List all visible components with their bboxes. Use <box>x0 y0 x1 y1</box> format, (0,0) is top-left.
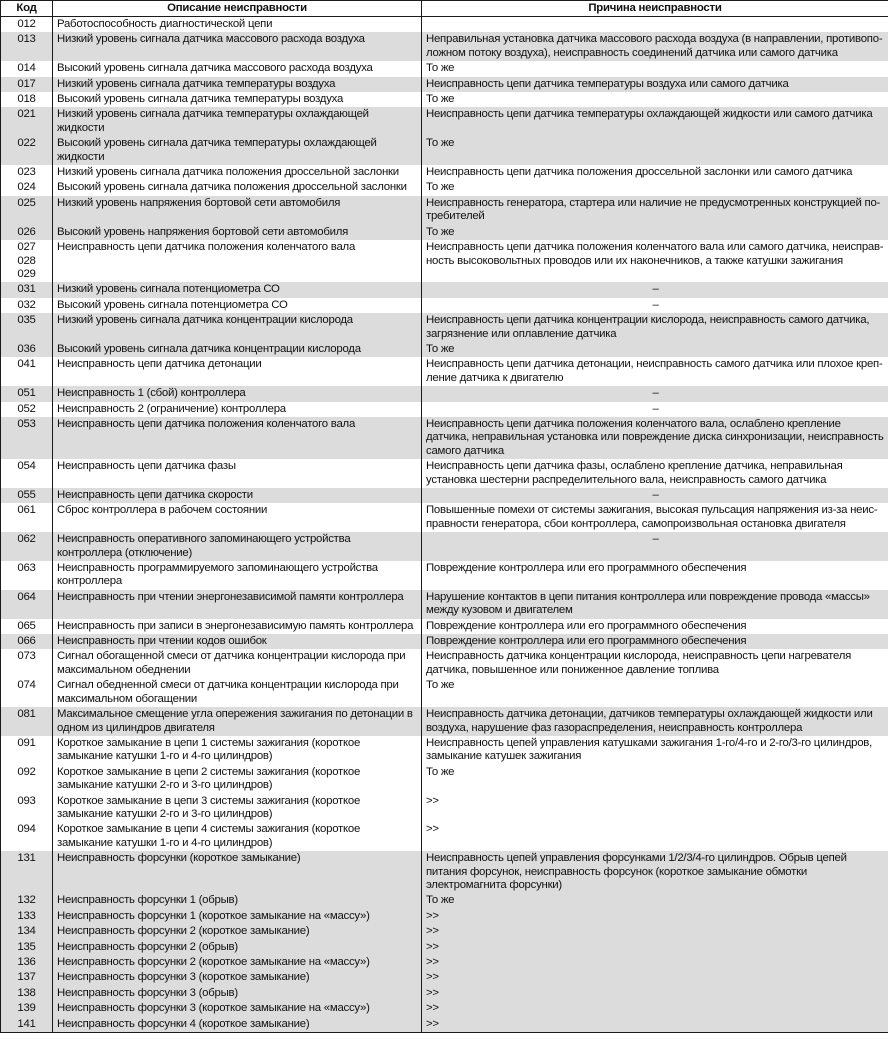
fault-cause: >> <box>422 1001 888 1016</box>
table-row <box>1 955 888 970</box>
fault-cause: То же <box>422 893 888 908</box>
fault-code: 092 <box>1 765 53 794</box>
fault-description: Низкий уровень напряжения бортовой сети автомобиля <box>53 196 422 225</box>
table-row <box>1 298 888 313</box>
fault-description: Высокий уровень сигнала датчика концентрации кислорода <box>53 342 422 357</box>
table-row <box>1 240 888 282</box>
fault-description: Низкий уровень сигнала датчика положения дроссельной заслонки <box>53 165 422 180</box>
fault-cause: – <box>422 386 888 401</box>
fault-cause: Неисправность цепи датчика положения коленчатого вала или самого датчика, неисправность высоковольтных проводов или их наконечников, а также катушки зажигания <box>422 240 888 282</box>
fault-description: Неисправность форсунки 4 (короткое замыкание) <box>53 1017 422 1033</box>
fault-cause: >> <box>422 940 888 955</box>
fault-cause: Неисправность датчика концентрации кислорода, неисправность цепи нагревателя датчика, повышенное или пониженное давление топлива <box>422 649 888 678</box>
table-row <box>1 488 888 503</box>
fault-description: Сброс контроллера в рабочем состоянии <box>53 503 422 532</box>
fault-description: Неисправность форсунки 1 (короткое замыкание на «массу») <box>53 909 422 924</box>
table-row <box>1 342 888 357</box>
header-cause: Причина неисправности <box>422 1 888 17</box>
fault-cause: – <box>422 402 888 417</box>
fault-code: 036 <box>1 342 53 357</box>
fault-description: Высокий уровень сигнала датчика массового расхода воздуха <box>53 61 422 76</box>
fault-cause: То же <box>422 225 888 240</box>
fault-cause: >> <box>422 924 888 939</box>
fault-description: Высокий уровень сигнала датчика температуры охлаждающей жидкости <box>53 136 422 165</box>
table-row <box>1 893 888 908</box>
table-row <box>1 357 888 386</box>
fault-code: 054 <box>1 459 53 488</box>
table-row <box>1 503 888 532</box>
fault-cause: Нарушение контактов в цепи питания контроллера или повреждение провода «массы» между кузовом и двигателем <box>422 590 888 619</box>
fault-cause: Повреждение контроллера или его программного обеспечения <box>422 561 888 590</box>
table-row <box>1 924 888 939</box>
fault-cause: – <box>422 282 888 297</box>
fault-code: 132 <box>1 893 53 908</box>
table-row <box>1 17 888 33</box>
fault-description: Неисправность форсунки 3 (короткое замыкание на «массу») <box>53 1001 422 1016</box>
fault-code: 137 <box>1 970 53 985</box>
table-row <box>1 1017 888 1033</box>
fault-description: Высокий уровень сигнала датчика температуры воздуха <box>53 92 422 107</box>
fault-description: Сигнал обедненной смеси от датчика концентрации кислорода при максимальном обогащении <box>53 678 422 707</box>
fault-description: Неисправность при чтении энергонезависимой памяти контроллера <box>53 590 422 619</box>
fault-cause: >> <box>422 794 888 823</box>
fault-description: Сигнал обогащенной смеси от датчика концентрации кислорода при максимальном обеднении <box>53 649 422 678</box>
fault-cause: >> <box>422 1017 888 1033</box>
fault-code: 012 <box>1 17 53 33</box>
fault-description: Неисправность при чтении кодов ошибок <box>53 634 422 649</box>
fault-code: 139 <box>1 1001 53 1016</box>
fault-code: 031 <box>1 282 53 297</box>
fault-description: Неисправность цепи датчика фазы <box>53 459 422 488</box>
table-row <box>1 634 888 649</box>
fault-code: 063 <box>1 561 53 590</box>
fault-description: Неисправность 2 (ограничение) контроллера <box>53 402 422 417</box>
fault-cause: >> <box>422 909 888 924</box>
table-row <box>1 561 888 590</box>
table-row <box>1 1001 888 1016</box>
fault-cause: Неисправность цепи датчика концентрации кислорода, неисправность самого датчика, загрязнение или оплавление датчика <box>422 313 888 342</box>
table-row <box>1 909 888 924</box>
fault-code: 133 <box>1 909 53 924</box>
fault-code: 052 <box>1 402 53 417</box>
table-row <box>1 822 888 851</box>
fault-code: 018 <box>1 92 53 107</box>
fault-code: 074 <box>1 678 53 707</box>
table-row <box>1 678 888 707</box>
fault-description: Неисправность форсунки (короткое замыкание) <box>53 851 422 893</box>
table-row <box>1 180 888 195</box>
table-row <box>1 77 888 92</box>
fault-description: Неисправность цепи датчика положения коленчатого вала <box>53 240 422 282</box>
table-row <box>1 765 888 794</box>
table-row <box>1 417 888 459</box>
table-row <box>1 794 888 823</box>
fault-code: 032 <box>1 298 53 313</box>
table-row <box>1 136 888 165</box>
table-row <box>1 619 888 634</box>
header-row <box>1 1 888 17</box>
fault-code: 023 <box>1 165 53 180</box>
fault-cause: Неисправность цепи датчика положения дроссельной заслонки или самого датчика <box>422 165 888 180</box>
fault-description: Короткое замыкание в цепи 4 системы зажигания (короткое замыкание катушки 1-го и 4-го цилиндров) <box>53 822 422 851</box>
fault-description: Неисправность оперативного запоминающего устройства контроллера (отключение) <box>53 532 422 561</box>
fault-code: 051 <box>1 386 53 401</box>
fault-description: Неисправность программируемого запоминающего устройства контроллера <box>53 561 422 590</box>
table-row <box>1 32 888 61</box>
fault-code: 138 <box>1 986 53 1001</box>
fault-code: 021 <box>1 107 53 136</box>
fault-code: 041 <box>1 357 53 386</box>
fault-cause: Неисправность цепи датчика детонации, неисправность самого датчика или плохое крепление датчика к двигателю <box>422 357 888 386</box>
fault-cause: Неисправность цепей управления катушками зажигания 1-го/4-го и 2-го/3-го цилиндров, замыкание катушек зажигания <box>422 736 888 765</box>
fault-code: 027 028 029 <box>1 240 53 282</box>
fault-cause: То же <box>422 61 888 76</box>
fault-cause: То же <box>422 678 888 707</box>
fault-description: Неисправность цепи датчика детонации <box>53 357 422 386</box>
fault-cause: >> <box>422 970 888 985</box>
fault-cause: То же <box>422 765 888 794</box>
fault-cause: Неисправность генератора, стартера или наличие не предусмотренных конструкцией потребителей <box>422 196 888 225</box>
fault-code: 017 <box>1 77 53 92</box>
fault-cause: Неисправность цепи датчика температуры охлаждающей жидкости или самого датчика <box>422 107 888 136</box>
fault-code: 141 <box>1 1017 53 1033</box>
fault-code: 026 <box>1 225 53 240</box>
fault-description: Короткое замыкание в цепи 2 системы зажигания (короткое замыкание катушки 2-го и 3-го цилиндров) <box>53 765 422 794</box>
fault-description: Неисправность цепи датчика положения коленчатого вала <box>53 417 422 459</box>
fault-code: 055 <box>1 488 53 503</box>
fault-code: 091 <box>1 736 53 765</box>
table-row <box>1 590 888 619</box>
table-row <box>1 970 888 985</box>
fault-code: 025 <box>1 196 53 225</box>
fault-code: 135 <box>1 940 53 955</box>
fault-cause: Неисправность цепи датчика фазы, ослаблено крепление датчика, неправильная установка шестерни распределительного вала, неисправность самого датчика <box>422 459 888 488</box>
fault-description: Неисправность форсунки 1 (обрыв) <box>53 893 422 908</box>
fault-description: Низкий уровень сигнала потенциометра СО <box>53 282 422 297</box>
fault-cause: Неисправность цепей управления форсунками 1/2/3/4-го цилиндров. Обрыв цепей питания форсунок, неисправность форсунок (короткое замыкание обмотки электромагнита форсунки) <box>422 851 888 893</box>
fault-cause: То же <box>422 92 888 107</box>
fault-cause: Неисправность цепи датчика температуры воздуха или самого датчика <box>422 77 888 92</box>
fault-cause: То же <box>422 136 888 165</box>
fault-cause: >> <box>422 822 888 851</box>
fault-code: 136 <box>1 955 53 970</box>
fault-description: Неисправность форсунки 3 (короткое замыкание) <box>53 970 422 985</box>
fault-code: 064 <box>1 590 53 619</box>
table-row <box>1 986 888 1001</box>
fault-description: Короткое замыкание в цепи 3 системы зажигания (короткое замыкание катушки 2-го и 3-го цилиндров) <box>53 794 422 823</box>
fault-description: Работоспособность диагностической цепи <box>53 17 422 33</box>
fault-code: 073 <box>1 649 53 678</box>
table-row <box>1 313 888 342</box>
fault-cause: Неисправность цепи датчика положения коленчатого вала, ослаблено крепление датчика, неправильная установка или повреждение диска синхронизации, неисправность самого датчика <box>422 417 888 459</box>
table-row <box>1 282 888 297</box>
fault-code: 024 <box>1 180 53 195</box>
fault-description: Максимальное смещение угла опережения зажигания по детонации в одном из цилиндров двигателя <box>53 707 422 736</box>
fault-code: 081 <box>1 707 53 736</box>
fault-cause: – <box>422 532 888 561</box>
fault-cause: Повреждение контроллера или его программного обеспечения <box>422 634 888 649</box>
fault-description: Высокий уровень сигнала датчика положения дроссельной заслонки <box>53 180 422 195</box>
fault-code: 062 <box>1 532 53 561</box>
table-row <box>1 196 888 225</box>
table-row <box>1 459 888 488</box>
fault-code: 093 <box>1 794 53 823</box>
fault-cause: Повышенные помехи от системы зажигания, высокая пульсация напряжения из-за неисправности генератора, сбои контроллера, самопроизвольная остановка двигателя <box>422 503 888 532</box>
fault-cause: То же <box>422 180 888 195</box>
fault-code: 014 <box>1 61 53 76</box>
table-row <box>1 402 888 417</box>
header-description: Описание неисправности <box>53 1 422 17</box>
fault-description: Низкий уровень сигнала датчика концентрации кислорода <box>53 313 422 342</box>
fault-description: Низкий уровень сигнала датчика температуры воздуха <box>53 77 422 92</box>
fault-description: Неисправность 1 (сбой) контроллера <box>53 386 422 401</box>
table-body <box>1 17 888 1033</box>
fault-cause <box>422 17 888 33</box>
fault-cause: >> <box>422 986 888 1001</box>
fault-description: Низкий уровень сигнала датчика температуры охлаждающей жидкости <box>53 107 422 136</box>
fault-description: Высокий уровень сигнала потенциометра СО <box>53 298 422 313</box>
table-row <box>1 736 888 765</box>
fault-code: 065 <box>1 619 53 634</box>
table-row <box>1 940 888 955</box>
fault-cause: >> <box>422 955 888 970</box>
fault-cause: – <box>422 298 888 313</box>
fault-code: 134 <box>1 924 53 939</box>
fault-description: Неисправность форсунки 2 (короткое замыкание на «массу») <box>53 955 422 970</box>
table-row <box>1 165 888 180</box>
table-row <box>1 851 888 893</box>
fault-code: 053 <box>1 417 53 459</box>
fault-cause: Повреждение контроллера или его программного обеспечения <box>422 619 888 634</box>
fault-code: 061 <box>1 503 53 532</box>
fault-description: Низкий уровень сигнала датчика массового расхода воздуха <box>53 32 422 61</box>
fault-code: 013 <box>1 32 53 61</box>
table-row <box>1 61 888 76</box>
fault-code: 022 <box>1 136 53 165</box>
fault-cause: Неисправность датчика детонации, датчиков температуры охлаждающей жидкости или воздуха, нарушение фаз газораспределения, неисправность контроллера <box>422 707 888 736</box>
fault-description: Неисправность форсунки 3 (обрыв) <box>53 986 422 1001</box>
fault-cause: То же <box>422 342 888 357</box>
fault-code: 131 <box>1 851 53 893</box>
fault-description: Неисправность форсунки 2 (короткое замыкание) <box>53 924 422 939</box>
table-row <box>1 532 888 561</box>
table-row <box>1 707 888 736</box>
header-code: Код <box>1 1 53 17</box>
fault-description: Неисправность форсунки 2 (обрыв) <box>53 940 422 955</box>
table-row <box>1 225 888 240</box>
fault-cause: – <box>422 488 888 503</box>
fault-code: 035 <box>1 313 53 342</box>
fault-description: Неисправность цепи датчика скорости <box>53 488 422 503</box>
table-row <box>1 386 888 401</box>
fault-cause: Неправильная установка датчика массового расхода воздуха (в направлении, противоположном потоку воздуха), неисправность соединений датчика или самого датчика <box>422 32 888 61</box>
fault-description: Неисправность при записи в энергонезависимую память контроллера <box>53 619 422 634</box>
fault-code: 066 <box>1 634 53 649</box>
table-row <box>1 107 888 136</box>
table-row <box>1 649 888 678</box>
fault-description: Короткое замыкание в цепи 1 системы зажигания (короткое замыкание катушки 1-го и 4-го цилиндров) <box>53 736 422 765</box>
fault-description: Высокий уровень напряжения бортовой сети автомобиля <box>53 225 422 240</box>
fault-code: 094 <box>1 822 53 851</box>
table-row <box>1 92 888 107</box>
